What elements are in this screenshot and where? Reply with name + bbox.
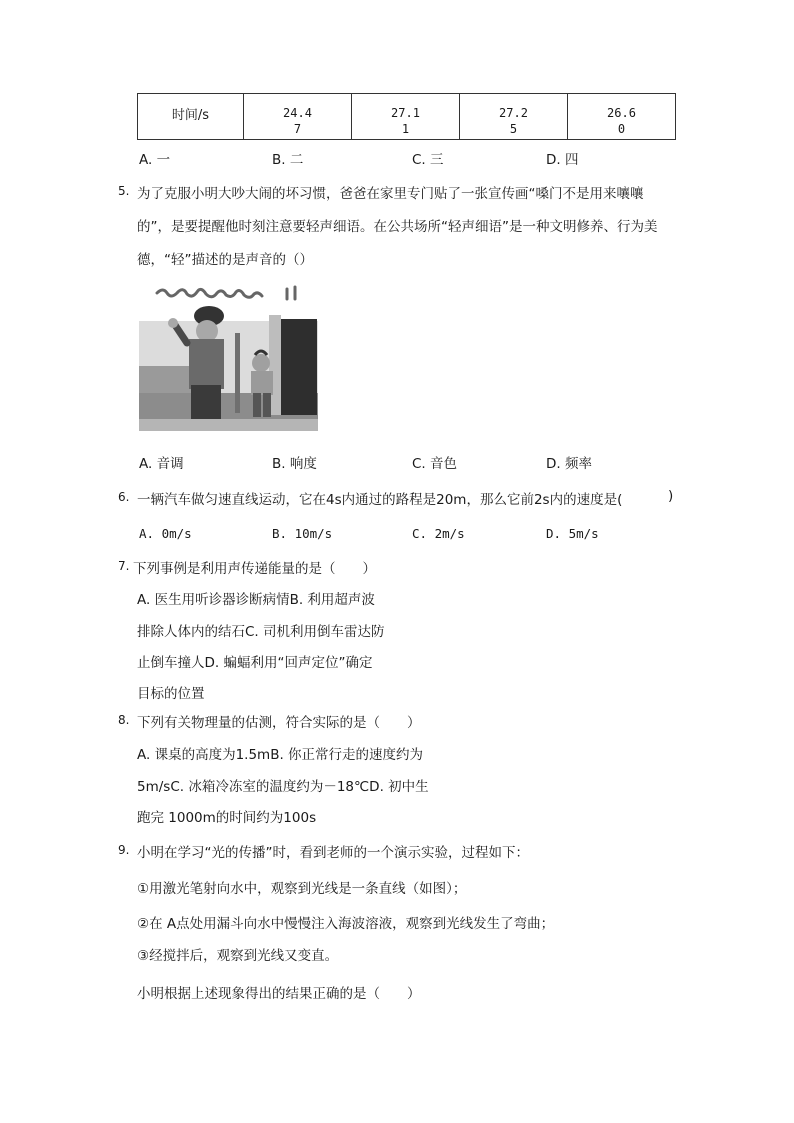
q5-option-a: A. 音调	[139, 456, 184, 472]
q9-step-3: ③经搅拌后，观察到光线又变直。	[137, 948, 339, 964]
q6-number: 6.	[118, 490, 130, 504]
table-cell: 27.1 1	[352, 94, 460, 140]
q7-stem: 下列事例是利用声传递能量的是（ ）	[133, 561, 376, 577]
q6-stem-close: )	[668, 488, 674, 504]
table-cell: 26.6 0	[568, 94, 676, 140]
q9-step-1: ①用激光笔射向水中，观察到光线是一条直线（如图）；	[137, 881, 467, 897]
table-cell: 27.2 5	[460, 94, 568, 140]
table-row	[138, 94, 676, 140]
q5-option-b: B. 响度	[272, 456, 317, 472]
q9-number: 9.	[118, 843, 130, 857]
q6-option-d: D. 5m/s	[546, 526, 599, 541]
q5-stem-line-2: 的”，是要提醒他时刻注意要轻声细语。在公共场所“轻声细语”是一种文明修养、行为美	[137, 219, 658, 235]
q4-option-a: A. 一	[139, 152, 171, 168]
q4-option-b: B. 二	[272, 152, 304, 168]
q6-stem: 一辆汽车做匀速直线运动，它在4s内通过的路程是20m，那么它前2s内的速度是(	[137, 492, 623, 508]
q6-option-a: A. 0m/s	[139, 526, 192, 541]
table-cell: 24.4 7	[244, 94, 352, 140]
q7-line-1: A. 医生用听诊器诊断病情B. 利用超声波	[137, 592, 375, 608]
q5-option-c: C. 音色	[412, 456, 458, 472]
q8-stem: 下列有关物理量的估测，符合实际的是（ ）	[137, 715, 421, 731]
q9-question: 小明根据上述现象得出的结果正确的是（ ）	[137, 986, 421, 1002]
q5-option-d: D. 频率	[546, 456, 592, 472]
q5-stem-line-1: 为了克服小明大吵大闹的坏习惯，爸爸在家里专门贴了一张宣传画“嗓门不是用来嚷嚷	[137, 186, 644, 202]
q4-option-d: D. 四	[546, 152, 579, 168]
q8-line-3: 跑完 1000m的时间约为100s	[137, 810, 317, 826]
q9-stem: 小明在学习“光的传播”时，看到老师的一个演示实验，过程如下：	[137, 845, 529, 861]
poster-illustration	[139, 281, 318, 431]
q7-line-3: 止倒车撞人D. 蝙蝠利用“回声定位”确定	[137, 655, 373, 671]
q5-stem-line-3: 德，“轻”描述的是声音的（）	[137, 252, 313, 268]
timing-table	[137, 93, 676, 140]
q8-line-2: 5m/sC. 冰箱冷冻室的温度约为－18℃D. 初中生	[137, 779, 429, 795]
q7-line-4: 目标的位置	[137, 686, 205, 702]
q8-number: 8.	[118, 713, 130, 727]
q4-option-c: C. 三	[412, 152, 444, 168]
q7-number: 7.	[118, 559, 130, 573]
q6-option-c: C. 2m/s	[412, 526, 465, 541]
q6-option-b: B. 10m/s	[272, 526, 333, 541]
q7-line-2: 排除人体内的结石C. 司机利用倒车雷达防	[137, 624, 385, 640]
q5-number: 5.	[118, 184, 130, 198]
q9-step-2: ②在 A点处用漏斗向水中慢慢注入海波溶液，观察到光线发生了弯曲；	[137, 916, 555, 932]
table-header-time: 时间/s	[138, 94, 244, 140]
q8-line-1: A. 课桌的高度为1.5mB. 你正常行走的速度约为	[137, 747, 424, 763]
